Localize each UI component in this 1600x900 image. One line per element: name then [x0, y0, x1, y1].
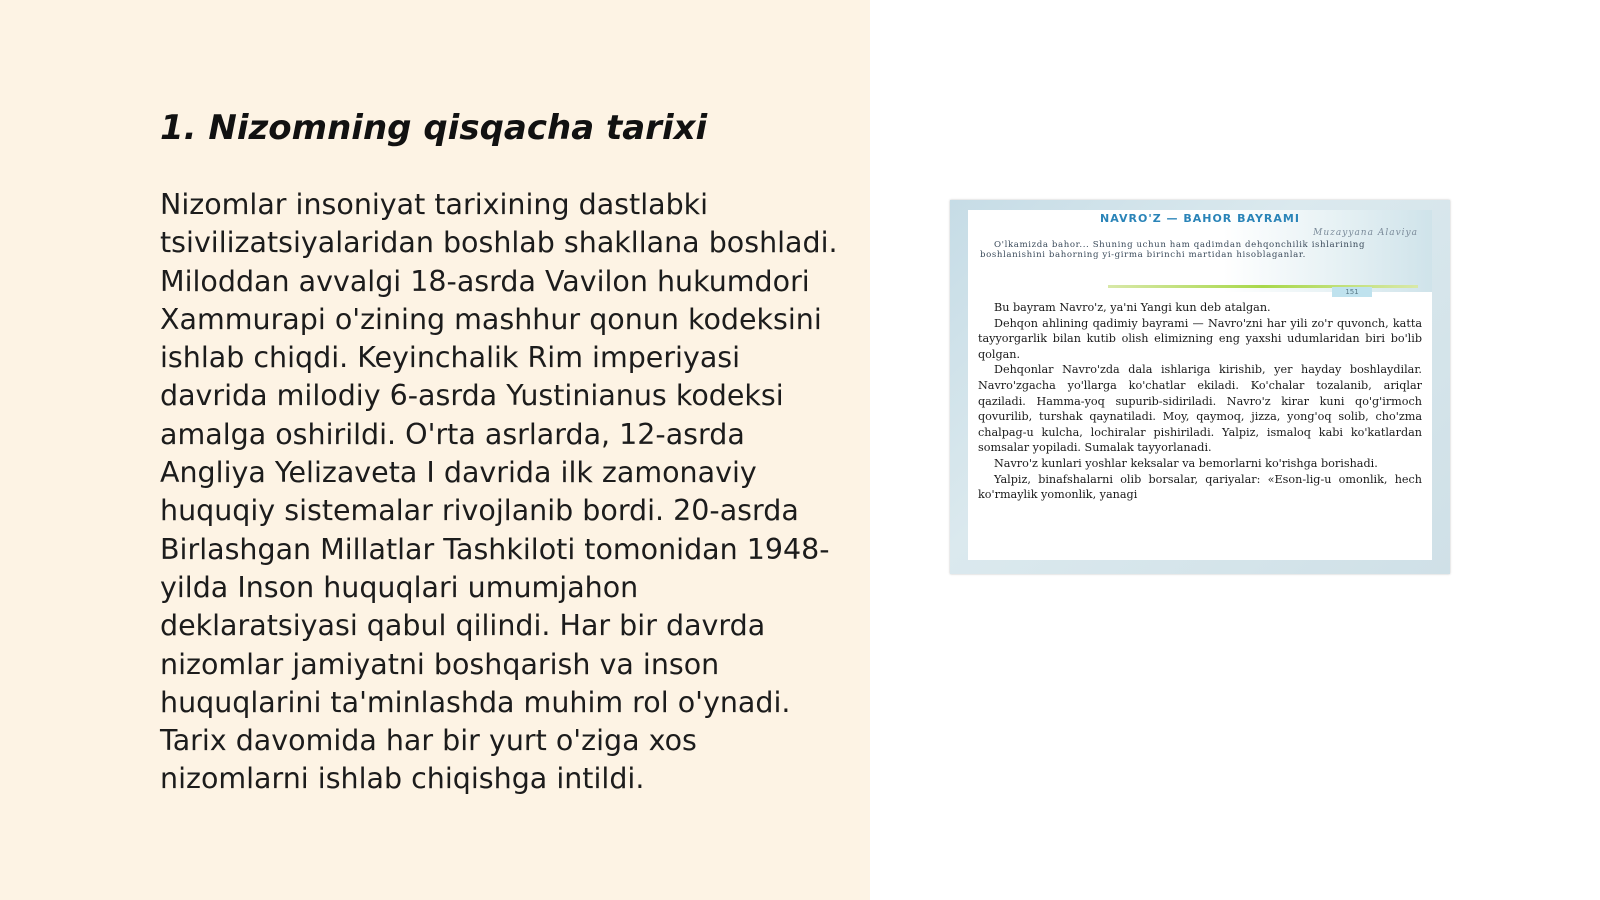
slide-title: 1. Nizomning qisqacha tarixi: [160, 108, 708, 148]
textbook-page-header: [968, 210, 1432, 296]
textbook-page-number: 151: [1332, 287, 1372, 297]
textbook-author: Muzayyana Alaviya: [1313, 228, 1418, 238]
textbook-heading: NAVRO'Z — BAHOR BAYRAMI: [1100, 212, 1300, 225]
textbook-body: [978, 300, 1422, 503]
textbook-page-image: [950, 200, 1450, 574]
textbook-page-sheet: [968, 210, 1432, 560]
slide-body-text: Nizomlar insoniyat tarixining dastlabki tsivilizatsiyalaridan boshlab shakllana boshladi. Miloddan avvalgi 18-asrda Vavilon hukumdori Xammurapi o'zining mashhur qonun kodeksini ishlab chiqdi. Keyinchalik Rim imperiyasi davrida milodiy 6-asrda Yustinianus kodeksi amalga oshirildi. O'rta asrlarda, 12-asrda Angliya Yelizaveta I davrida ilk zamonaviy huquqiy sistemalar rivojlanib bordi. 20-asrda Birlashgan Millatlar Tashkiloti tomonidan 1948-yilda Inson huquqlari umumjahon deklaratsiyasi qabul qilindi. Har bir davrda nizomlar jamiyatni boshqarish va inson huquqlarini ta'minlashda muhim rol o'ynadi. Tarix davomida har bir yurt o'ziga xos nizomlarni ishlab chiqishga intildi.: [160, 188, 838, 796]
textbook-intro: O'lkamizda bahor... Shuning uchun ham qadimdan dehqonchilik ishlarining boshlanishini bahorning yi-girma birinchi martidan hisoblaganlar.: [980, 240, 1366, 260]
textbook-paragraph: Navro'z kunlari yoshlar keksalar va bemorlarni ko'rishga borishadi.: [994, 456, 1378, 470]
textbook-paragraph: Dehqon ahlining qadimiy bayrami — Navro'zni har yili zo'r quvonch, katta tayyorgarlik bilan kutib olish elimizning eng yaxshi udumlaridan biri bo'lib qolgan.: [978, 316, 1422, 361]
textbook-paragraph: Yalpiz, binafshalarni olib borsalar, qariyalar: «Eson-lig-u omonlik, hech ko'rmaylik yomonlik, yanagi: [978, 472, 1422, 502]
textbook-paragraph: Bu bayram Navro'z, ya'ni Yangi kun deb atalgan.: [994, 301, 1271, 314]
textbook-paragraph: Dehqonlar Navro'zda dala ishlariga kirishib, yer hayday boshlaydilar. Navro'zgacha yo'llarga ko'chatlar ekiladi. Ko'chalar tozalanib, ariqlar qaziladi. Hamma-yoq supurib-sidiriladi. Navro'z kirar kuni qo'g'irmoch qovurilib, turshak qaynatiladi. Moy, qaymoq, jizza, yong'oq solib, cho'zma chalpag-u kulcha, lochiralar pishiriladi. Yalpiz, ismaloq kabi ko'katlardan somsalar yopiladi. Sumalak tayyorlanadi.: [978, 363, 1422, 455]
